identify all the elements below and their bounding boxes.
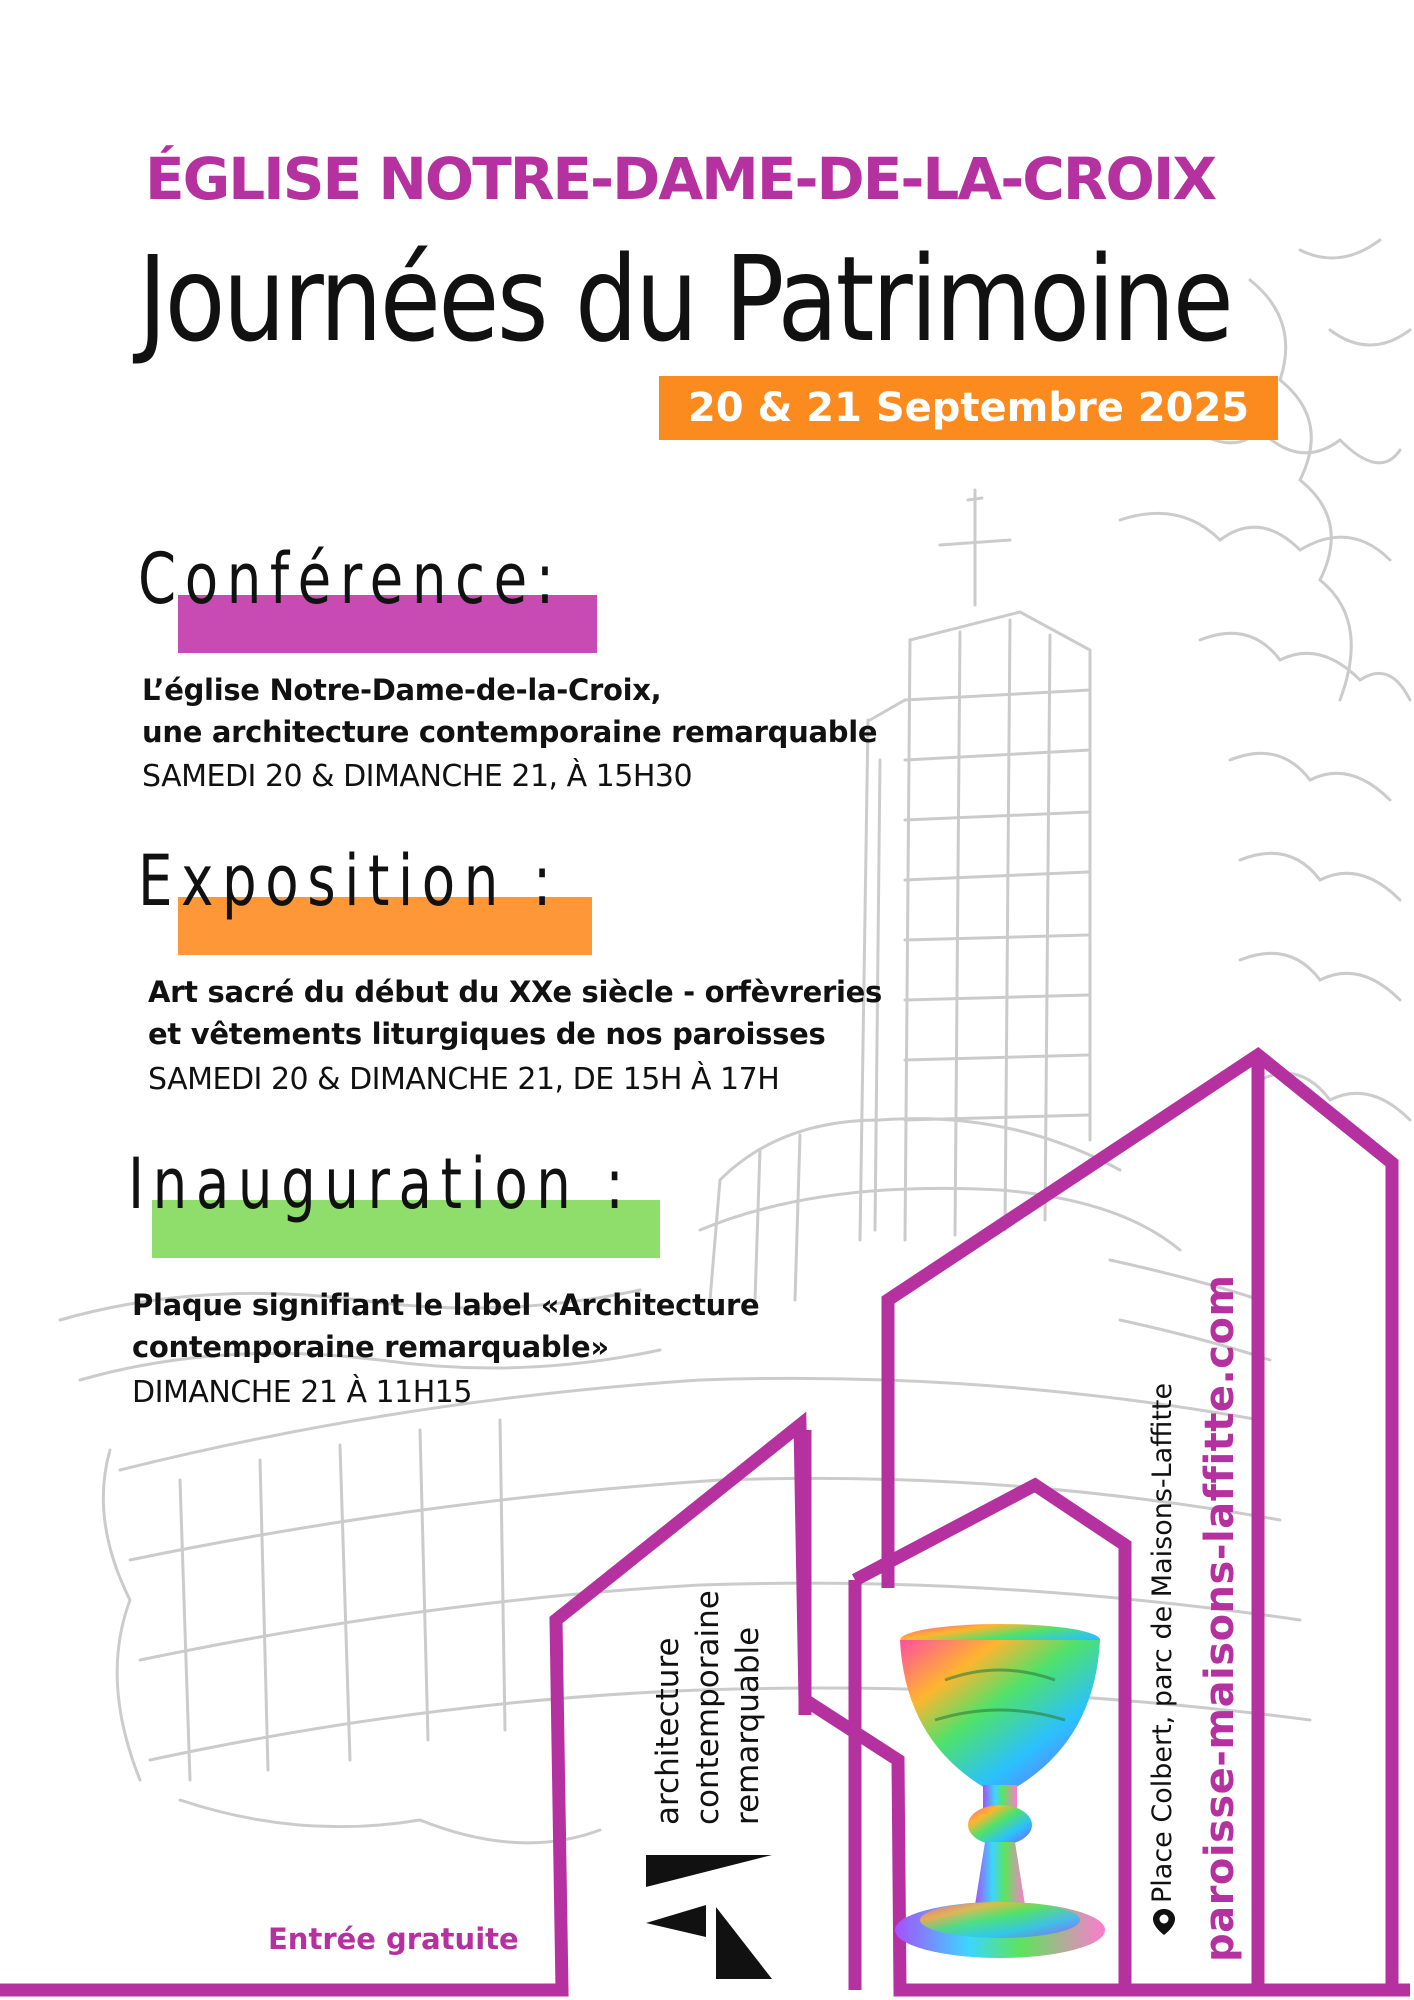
exposition-title-line1: Art sacré du début du XXe siècle - orfèvreries [148,975,882,1009]
address-text: Place Colbert, parc de Maisons-Laffitte [1147,1382,1178,1903]
inauguration-heading: Inauguration : [128,1143,633,1225]
church-name: ÉGLISE NOTRE-DAME-DE-LA-CROIX [145,145,1216,213]
free-entry-label: Entrée gratuite [268,1922,519,1956]
acr-label-line3: remarquable [730,1626,766,1825]
address [1147,1383,1179,1935]
website-link[interactable]: paroisse-maisons-laffitte.com [1197,1274,1243,1962]
inauguration-time: DIMANCHE 21 À 11H15 [132,1375,472,1410]
exposition-time: SAMEDI 20 & DIMANCHE 21, DE 15H À 17H [148,1062,780,1097]
acr-label-logo [646,1855,772,1979]
acr-label-line1: architecture [650,1637,686,1825]
acr-label-line2: contemporaine [690,1590,726,1825]
conference-title-line1: L’église Notre-Dame-de-la-Croix, [142,673,662,707]
exposition-heading: Exposition : [138,840,560,922]
conference-time: SAMEDI 20 & DIMANCHE 21, À 15H30 [142,759,693,794]
inauguration-title-line1: Plaque signifiant le label «Architecture [132,1288,760,1322]
date-badge: 20 & 21 Septembre 2025 [659,376,1278,440]
acr-label-text [648,1535,768,1825]
main-title: Journées du Patrimoine [138,230,1232,368]
chalice-illustration [885,1620,1115,1970]
location-pin-icon [1151,1907,1177,1937]
conference-title-line2: une architecture contemporaine remarquable [142,715,878,749]
conference-heading: Conférence: [138,538,563,620]
exposition-title-line2: et vêtements liturgiques de nos paroisses [148,1017,826,1051]
inauguration-title-line2: contemporaine remarquable» [132,1330,609,1364]
